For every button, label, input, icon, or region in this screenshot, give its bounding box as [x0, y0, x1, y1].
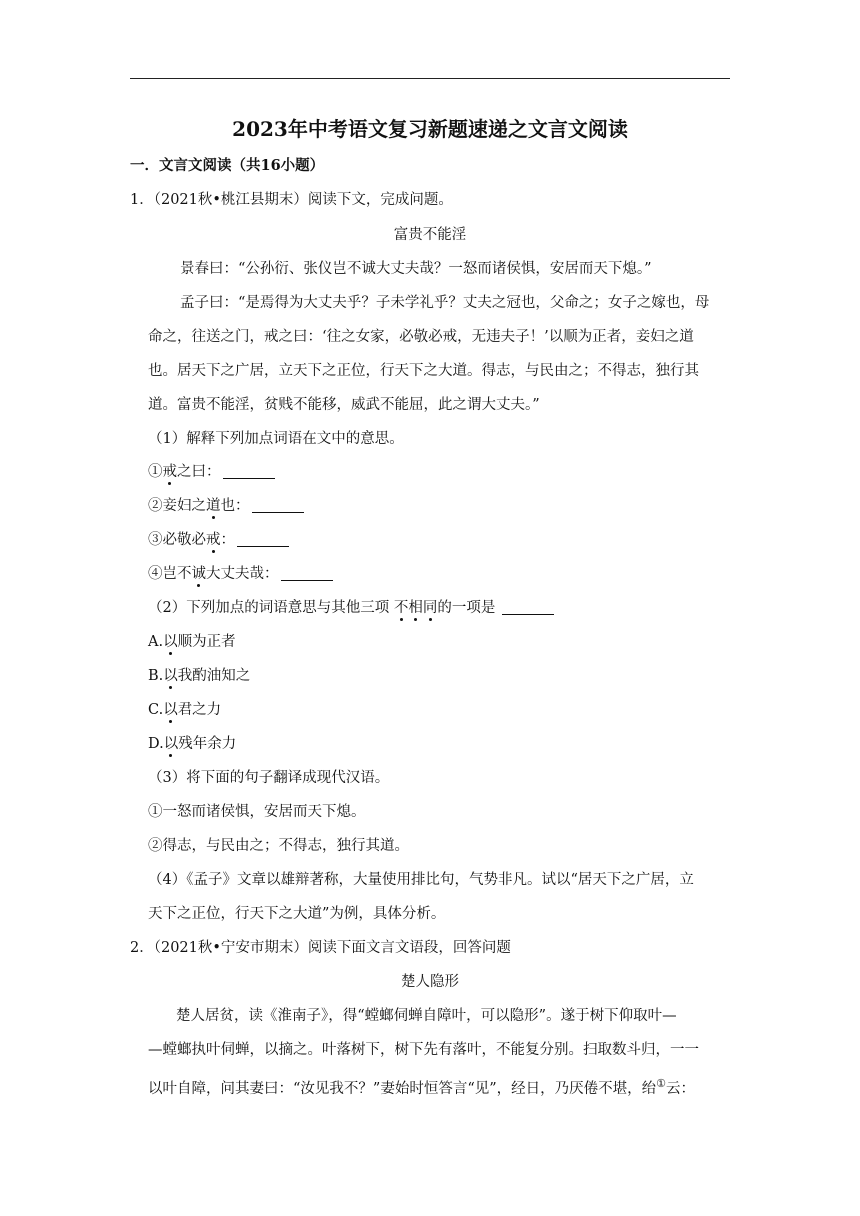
- item-number: ④: [148, 566, 163, 582]
- subquestion-4-line-1: （4）《孟子》文章以雄辩著称，大量使用排比句，气势非凡。试以“居天下之广居，立: [148, 872, 694, 888]
- dotted-word: 以: [163, 702, 178, 718]
- dotted-word: 不相同: [393, 600, 438, 616]
- dotted-word: 以: [163, 668, 178, 684]
- dotted-word: 戒: [162, 464, 177, 480]
- option-label: C.: [148, 702, 164, 718]
- dotted-word: 以: [163, 736, 179, 752]
- item-text: 必敬必: [162, 532, 206, 548]
- passage-2-line-1: 楚人居贫，读《淮南子》，得“螳螂伺蝉自障叶，可以隐形”。遂于树下仰取叶—: [176, 1008, 677, 1024]
- item-text: 妾妇之: [162, 498, 206, 514]
- line-text: 云：: [666, 1080, 696, 1097]
- header-rule: [130, 78, 730, 79]
- option-label: A.: [148, 634, 164, 650]
- subquestion-1: （1）解释下列加点词语在文中的意思。: [148, 431, 404, 447]
- subquestion-3: （3）将下面的句子翻译成现代汉语。: [148, 770, 390, 786]
- dotted-word: 戒: [206, 532, 221, 548]
- subquestion-4-line-2: 天下之正位，行天下之大道”为例，具体分析。: [148, 906, 446, 922]
- item-text: 岂不: [162, 566, 192, 582]
- passage-1-para-1: 景春曰：“公孙衍、张仪岂不诚大丈夫哉？一怒而诸侯惧，安居而天下熄。”: [180, 261, 652, 277]
- option-b: [148, 666, 250, 686]
- subquestion-3-item-2: ②得志，与民由之；不得志，独行其道。: [148, 838, 409, 854]
- option-c: [148, 700, 221, 720]
- subquestion-1-item-4: [148, 564, 333, 584]
- item-number: ③: [148, 532, 163, 548]
- dotted-word: 以: [163, 634, 178, 650]
- dotted-word: 道: [206, 498, 221, 514]
- item-text: 之曰：: [177, 464, 221, 480]
- item-text: （2）下列加点的词语意思与其他三项: [148, 600, 394, 616]
- option-label: B.: [148, 668, 164, 684]
- section-heading: 一．文言文阅读（共16小题）: [130, 157, 325, 174]
- answer-blank[interactable]: [237, 532, 289, 547]
- answer-blank[interactable]: [281, 566, 333, 581]
- passage-1-para-2-line-3: 也。居天下之广居，立天下之正位，行天下之大道。得志，与民由之；不得志，独行其: [148, 363, 699, 379]
- subquestion-1-item-3: [148, 530, 289, 550]
- item-number: ①: [148, 464, 163, 480]
- answer-blank[interactable]: [223, 464, 275, 479]
- passage-2-title: 楚人隐形: [401, 974, 459, 990]
- line-text: 以叶自障，问其妻曰：“汝见我不？”妻始时恒答言“见”，经日，乃厌倦不堪，绐: [148, 1080, 657, 1097]
- dotted-word: 诚: [191, 566, 206, 582]
- item-number: ②: [148, 498, 163, 514]
- option-a: [148, 632, 236, 652]
- passage-1-para-2-line-4: 道。富贵不能淫，贫贱不能移，威武不能屈，此之谓大丈夫。”: [148, 397, 540, 413]
- item-text: 的一项是: [437, 600, 500, 616]
- subquestion-1-item-2: [148, 496, 304, 516]
- passage-2-line-2: —螳螂执叶伺蝉，以摘之。叶落树下，树下先有落叶，不能复分别。扫取数斗归，一一: [148, 1042, 699, 1058]
- option-d: [148, 734, 236, 754]
- item-text: 也：: [220, 498, 250, 514]
- passage-1-title: 富贵不能淫: [393, 227, 467, 243]
- passage-1-para-2-line-2: 命之，往送之门，戒之曰：‘往之女家，必敬必戒，无违夫子！’以顺为正者，妾妇之道: [148, 329, 694, 345]
- page-title: 2023年中考语文复习新题速递之文言文阅读: [232, 117, 628, 141]
- option-text: 君之力: [177, 702, 222, 718]
- option-text: 我酌油知之: [177, 668, 251, 684]
- question-1-heading: 1．（2021秋•桃江县期末）阅读下文，完成问题。: [130, 192, 453, 208]
- footnote-marker[interactable]: ①: [656, 1077, 667, 1090]
- answer-blank[interactable]: [252, 498, 304, 513]
- subquestion-2: [148, 598, 554, 618]
- item-text: ：: [220, 532, 235, 548]
- option-text: 残年余力: [178, 736, 237, 752]
- subquestion-3-item-1: ①一怒而诸侯惧，安居而天下熄。: [148, 804, 366, 820]
- option-label: D.: [148, 736, 164, 752]
- question-2-heading: 2．（2021秋•宁安市期末）阅读下面文言文语段，回答问题: [130, 940, 511, 956]
- item-text: 大丈夫哉：: [206, 566, 279, 582]
- answer-blank[interactable]: [502, 600, 554, 615]
- passage-2-line-3: [148, 1074, 695, 1099]
- passage-1-para-2-line-1: 孟子曰：“是焉得为大丈夫乎？子未学礼乎？丈夫之冠也，父命之；女子之嫁也，母: [180, 295, 710, 311]
- subquestion-1-item-1: [148, 462, 275, 482]
- option-text: 顺为正者: [177, 634, 236, 650]
